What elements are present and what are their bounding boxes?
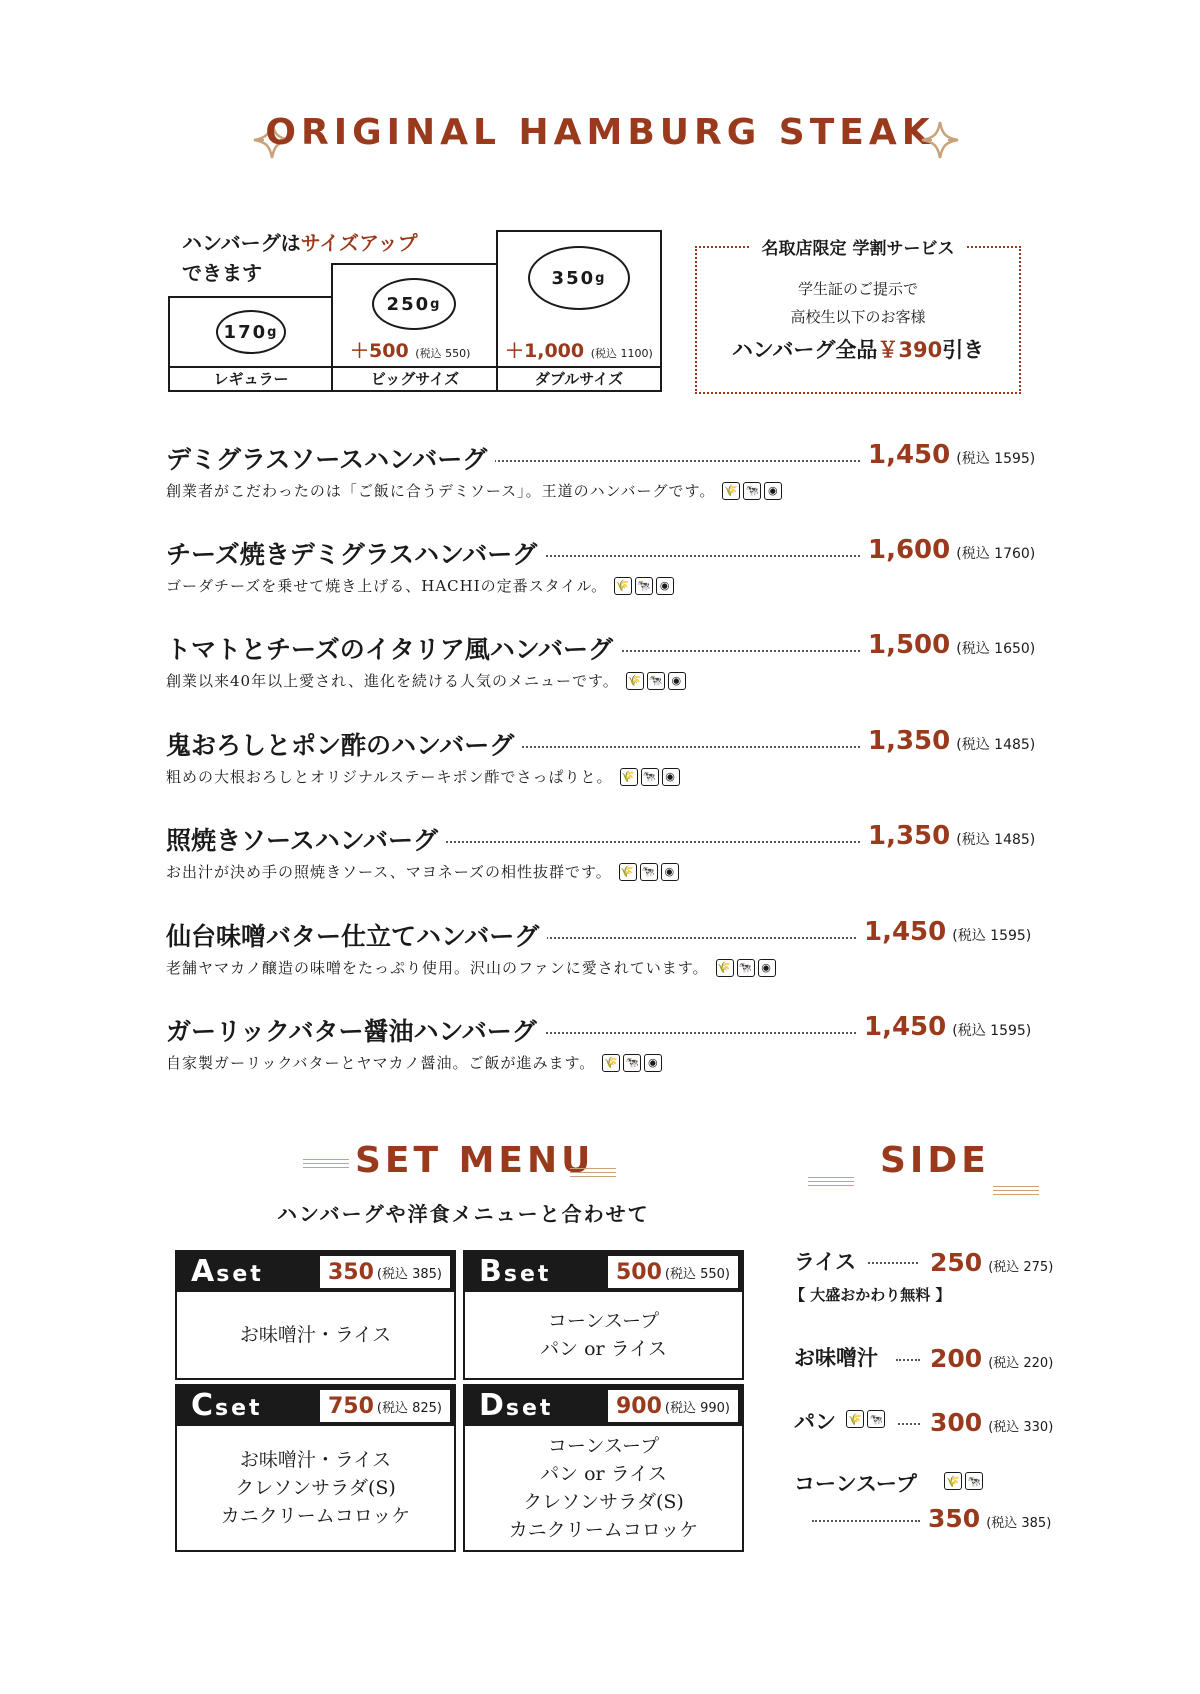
student-discount-amount: ￥390: [877, 338, 943, 362]
set-contents: [177, 1292, 454, 1378]
size-big-add: ＋500: [350, 340, 409, 362]
wheat-icon: 🌾: [716, 959, 734, 977]
menu-item-name: 鬼おろしとポン酢のハンバーグ: [166, 726, 522, 762]
menu-item-price: [860, 821, 1035, 851]
wheat-icon: 🌾: [944, 1472, 962, 1490]
milk-icon: 🐄: [641, 768, 659, 786]
menu-item-name: チーズ焼きデミグラスハンバーグ: [166, 535, 545, 571]
set-header: [177, 1386, 454, 1426]
side-item-price: [930, 1344, 1053, 1373]
milk-icon: 🐄: [737, 959, 755, 977]
student-line3-prefix: ハンバーグ全品: [731, 337, 878, 362]
set-price-value: 500: [615, 1259, 662, 1285]
set-letter: B: [479, 1254, 504, 1289]
side-item-name: お味噌汁: [794, 1345, 878, 1370]
menu-item-description: [166, 575, 674, 596]
set-header: [177, 1252, 454, 1292]
side-rule-right: [993, 1186, 1039, 1195]
menu-item-price-tax: (税込 1485): [956, 737, 1036, 753]
side-leader-dots: [868, 1262, 918, 1264]
set-name: [479, 1254, 551, 1289]
set-letter: C: [191, 1388, 216, 1423]
menu-item-price: [856, 917, 1031, 947]
menu-item-description: [166, 861, 679, 882]
side-leader-dots: [896, 1359, 920, 1361]
set-name: [191, 1254, 264, 1289]
size-regular-label: レギュラー: [168, 366, 334, 392]
set-item: パン or ライス: [540, 1463, 667, 1485]
menu-item-price-value: 1,350: [868, 726, 951, 756]
wheat-icon: 🌾: [722, 482, 740, 500]
menu-item-description: [166, 1052, 662, 1073]
menu-item-description-text: 粗めの大根おろしとオリジナルステーキポン酢でさっぱりと。: [166, 768, 613, 786]
student-discount-title-wrap: [697, 234, 1019, 259]
set-header: [465, 1386, 742, 1426]
set-price: [320, 1390, 450, 1422]
milk-icon: 🐄: [623, 1054, 641, 1072]
egg-icon: ◉: [668, 672, 686, 690]
menu-item-price-value: 1,350: [868, 821, 951, 851]
set-b: [463, 1250, 744, 1380]
student-line3: [697, 334, 1019, 364]
size-big-unit: g: [430, 296, 442, 312]
set-letter: D: [479, 1388, 506, 1423]
side-price-value: 200: [930, 1344, 983, 1373]
size-double-label: ダブルサイズ: [496, 366, 662, 392]
size-big-price: [350, 336, 470, 363]
student-discount-title: 名取店限定 学割サービス: [750, 239, 967, 259]
set-item: コーンスープ: [547, 1310, 660, 1332]
set-item: クレソンサラダ(S): [235, 1477, 396, 1499]
egg-icon: ◉: [644, 1054, 662, 1072]
menu-item: [166, 630, 1056, 710]
menu-item-price-value: 1,600: [868, 535, 951, 565]
side-rule-left: [808, 1177, 854, 1186]
side-leader-dots: [812, 1520, 920, 1522]
set-price: [608, 1390, 738, 1422]
wheat-icon: 🌾: [602, 1054, 620, 1072]
wheat-icon: 🌾: [619, 863, 637, 881]
set-name: [479, 1388, 553, 1423]
milk-icon: 🐄: [635, 577, 653, 595]
set-word: set: [505, 1396, 554, 1421]
menu-item-description-text: ゴーダチーズを乗せて焼き上げる、HACHIの定番スタイル。: [166, 577, 608, 595]
side-price-value: 250: [930, 1248, 983, 1277]
menu-item-name: デミグラスソースハンバーグ: [166, 440, 495, 476]
menu-item-price: [860, 440, 1035, 470]
size-big-oval: [372, 278, 456, 330]
menu-item-description-text: 老舗ヤマカノ醸造の味噌をたっぷり使用。沢山のファンに愛されています。: [166, 959, 709, 977]
set-item: パン or ライス: [540, 1338, 667, 1360]
menu-item-description-text: 自家製ガーリックバターとヤマカノ醤油。ご飯が進みます。: [166, 1054, 596, 1072]
milk-icon: 🐄: [743, 482, 761, 500]
menu-item-description: [166, 766, 680, 787]
menu-item-description: [166, 670, 686, 691]
menu-item-description: [166, 480, 782, 501]
set-item: お味噌汁・ライス: [239, 1324, 392, 1346]
menu-item-price: [860, 630, 1035, 660]
side-allergen-icons: [944, 1472, 983, 1490]
menu-item-price-tax: (税込 1650): [956, 641, 1036, 657]
side-title: SIDE: [880, 1140, 990, 1181]
egg-icon: ◉: [661, 863, 679, 881]
menu-item: [166, 726, 1056, 806]
set-menu-subtitle: ハンバーグや洋食メニューと合わせて: [277, 1202, 650, 1226]
menu-item: [166, 535, 1056, 615]
side-leader-dots: [898, 1423, 920, 1425]
menu-item-name: ガーリックバター醤油ハンバーグ: [166, 1012, 545, 1048]
side-item-name: パン: [794, 1409, 836, 1434]
wheat-icon: 🌾: [846, 1410, 864, 1428]
side-item-price: [930, 1248, 1053, 1277]
side-item-name: コーンスープ: [794, 1471, 917, 1496]
menu-item-price-value: 1,450: [864, 917, 947, 947]
menu-item-price-value: 1,450: [864, 1012, 947, 1042]
set-price-tax: (税込 990): [664, 1400, 730, 1416]
menu-item: [166, 821, 1056, 901]
size-double-oval: [528, 246, 630, 310]
size-double-tax: (税込 1100): [590, 347, 653, 360]
size-regular-oval: [216, 310, 286, 354]
wheat-icon: 🌾: [620, 768, 638, 786]
set-price-tax: (税込 550): [664, 1266, 730, 1282]
set-d: [463, 1384, 744, 1552]
menu-item: [166, 917, 1056, 997]
menu-item-price-tax: (税込 1595): [952, 1023, 1032, 1039]
menu-item: [166, 1012, 1056, 1092]
side-price-tax: (税込 220): [988, 1356, 1054, 1371]
menu-item-description-text: 創業者がこだわったのは「ご飯に合うデミソース」。王道のハンバーグです。: [166, 482, 716, 500]
menu-item-price-tax: (税込 1595): [956, 451, 1036, 467]
set-c: [175, 1384, 456, 1552]
size-big-tax: (税込 550): [415, 347, 471, 360]
size-double-weight: 350: [551, 267, 596, 289]
student-line1: 学生証のご提示で: [797, 280, 918, 298]
set-menu-rule-right: [570, 1168, 616, 1177]
side-item-note: 【 大盛おかわり無料 】: [790, 1286, 951, 1304]
set-price: [608, 1256, 738, 1288]
side-item-price: [930, 1408, 1053, 1437]
menu-item-price-value: 1,500: [868, 630, 951, 660]
menu-item-description: [166, 957, 776, 978]
set-contents: [465, 1426, 742, 1550]
set-name: [191, 1388, 263, 1423]
milk-icon: 🐄: [867, 1410, 885, 1428]
set-price: [320, 1256, 450, 1288]
set-contents: [465, 1292, 742, 1378]
menu-item-price-tax: (税込 1760): [956, 546, 1036, 562]
menu-item-price-tax: (税込 1595): [952, 928, 1032, 944]
student-discount-box: [695, 239, 1021, 394]
egg-icon: ◉: [758, 959, 776, 977]
size-big-weight: 250: [386, 293, 431, 315]
size-big-label: ビッグサイズ: [331, 366, 499, 392]
menu-item-price: [860, 726, 1035, 756]
egg-icon: ◉: [656, 577, 674, 595]
set-item: お味噌汁・ライス: [239, 1449, 392, 1471]
size-double-add: ＋1,000: [505, 340, 585, 362]
menu-item-name: 仙台味噌バター仕立てハンバーグ: [166, 917, 547, 953]
set-header: [465, 1252, 742, 1292]
right-sparkle-icon: [918, 118, 962, 162]
student-line3-suffix: 引き: [942, 337, 985, 362]
menu-item-description-text: 創業以来40年以上愛され、進化を続ける人気のメニューです。: [166, 672, 619, 690]
menu-item-price-value: 1,450: [868, 440, 951, 470]
side-price-tax: (税込 275): [988, 1260, 1054, 1275]
size-regular-unit: g: [267, 324, 279, 340]
student-line2: 高校生以下のお客様: [790, 308, 926, 326]
side-item-name: ライス: [794, 1249, 857, 1274]
menu-item-name: 照焼きソースハンバーグ: [166, 821, 446, 857]
menu-item-price: [856, 1012, 1031, 1042]
set-word: set: [216, 1262, 264, 1287]
side-allergen-icons: [846, 1410, 885, 1428]
side-price-value: 350: [928, 1504, 981, 1533]
size-regular-weight: 170: [223, 321, 268, 343]
set-price-tax: (税込 825): [376, 1400, 442, 1416]
size-double-price: [505, 336, 653, 363]
size-double-unit: g: [595, 270, 607, 286]
set-item: カニクリームコロッケ: [220, 1505, 411, 1527]
menu-item-description-text: お出汁が決め手の照焼きソース、マヨネーズの相性抜群です。: [166, 863, 612, 881]
menu-item-price-tax: (税込 1485): [956, 832, 1036, 848]
set-letter: A: [191, 1254, 217, 1289]
set-word: set: [503, 1262, 552, 1287]
side-price-value: 300: [930, 1408, 983, 1437]
milk-icon: 🐄: [965, 1472, 983, 1490]
egg-icon: ◉: [662, 768, 680, 786]
set-price-value: 350: [327, 1259, 374, 1285]
set-menu-rule-left: [303, 1159, 349, 1168]
set-price-value: 900: [615, 1393, 662, 1419]
set-item: カニクリームコロッケ: [508, 1519, 699, 1541]
set-item: コーンスープ: [547, 1435, 660, 1457]
page-title: ORIGINAL HAMBURG STEAK: [265, 112, 935, 153]
side-item-price: [928, 1504, 1051, 1533]
set-price-value: 750: [327, 1393, 374, 1419]
side-price-tax: (税込 330): [988, 1420, 1054, 1435]
menu-item: [166, 440, 1056, 520]
side-price-tax: (税込 385): [986, 1516, 1052, 1531]
set-menu-title: SET MENU: [355, 1140, 595, 1181]
sizeup-heading-line2: できます: [182, 261, 262, 285]
wheat-icon: 🌾: [626, 672, 644, 690]
wheat-icon: 🌾: [614, 577, 632, 595]
set-item: クレソンサラダ(S): [523, 1491, 684, 1513]
menu-item-price: [860, 535, 1035, 565]
milk-icon: 🐄: [640, 863, 658, 881]
menu-item-name: トマトとチーズのイタリア風ハンバーグ: [166, 630, 621, 666]
egg-icon: ◉: [764, 482, 782, 500]
set-price-tax: (税込 385): [376, 1266, 442, 1282]
set-contents: [177, 1426, 454, 1550]
set-a: [175, 1250, 456, 1380]
set-word: set: [215, 1396, 263, 1421]
sizeup-heading-accent: サイズアップ: [300, 231, 418, 255]
milk-icon: 🐄: [647, 672, 665, 690]
sizeup-heading-prefix: ハンバーグは: [182, 231, 301, 255]
